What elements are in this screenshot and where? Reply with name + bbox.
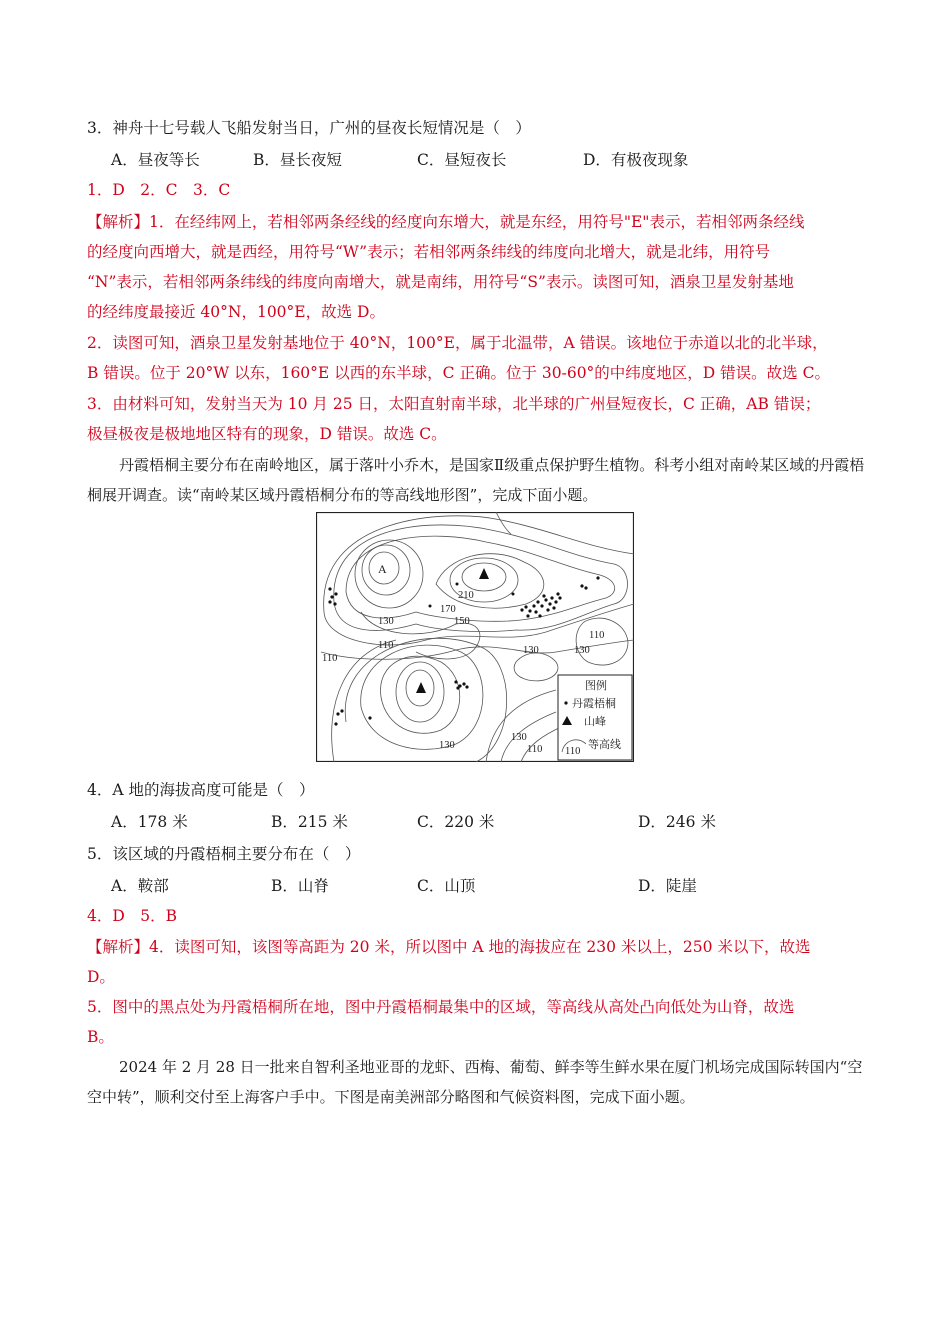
explanation-line: 3．由材料可知，发射当天为 10 月 25 日，太阳直射南半球，北半球的广州昼短夜长，C 正确，AB 错误； (87, 395, 821, 413)
contour-label: 130 (439, 740, 455, 751)
explanation-line: 5．图中的黑点处为丹霞梧桐所在地，图中丹霞梧桐最集中的区域，等高线从高处凸向低处为山脊，故选 (87, 998, 795, 1016)
q3-option-d: D．有极夜现象 (583, 151, 689, 169)
answers-4-5: 4．D 5．B (87, 907, 178, 925)
explanation-line: 的经纬度最接近 40°N，100°E，故选 D。 (87, 303, 385, 321)
map-legend (558, 675, 632, 760)
question-3-stem: 3．神舟十七号载人飞船发射当日，广州的昼夜长短情况是（ ） (87, 119, 531, 137)
contour-label: 130 (511, 732, 527, 743)
contour-label: 130 (523, 645, 539, 656)
explanation-line: “N”表示，若相邻两条纬线的纬度向南增大，就是南纬，用符号“S”表示。读图可知，酒泉卫星发射基地 (87, 273, 794, 291)
point-a-label: A (378, 562, 387, 576)
contour-label: 130 (574, 645, 590, 656)
explanation-line: 【解析】1．在经纬网上，若相邻两条经线的经度向东增大，就是东经，用符号"E"表示，若相邻两条经线 (87, 213, 805, 231)
legend-item-tree: 丹霞梧桐 (572, 697, 616, 710)
q5-option-c: C．山顶 (417, 877, 476, 895)
contour-label: 110 (378, 640, 394, 651)
contour-label: 110 (322, 653, 338, 664)
contour-map (316, 512, 634, 762)
question-5-stem: 5．该区域的丹霞梧桐主要分布在（ ） (87, 845, 361, 863)
material-intro-next: 2024 年 2 月 28 日一批来自智利圣地亚哥的龙虾、西梅、葡萄、鲜李等生鲜水果在厦门机场完成国际转国内“空空中转”，顺利交付至上海客户手中。下图是南美洲部分略图和气候资料图，完成下面小题。 (87, 1058, 863, 1106)
legend-item-contour: 等高线 (588, 738, 621, 751)
explanation-line: 极昼极夜是极地地区特有的现象，D 错误。故选 C。 (87, 425, 447, 443)
q4-option-a: A．178 米 (111, 813, 188, 831)
q4-option-b: B．215 米 (271, 813, 348, 831)
legend-dot-icon (564, 701, 567, 704)
q4-option-d: D．246 米 (638, 813, 716, 831)
explanation-line: 【解析】4．读图可知，该图等高距为 20 米，所以图中 A 地的海拔应在 230 米以上，250 米以下，故选 (87, 938, 811, 956)
contour-label: 150 (454, 616, 470, 627)
q3-option-c: C．昼短夜长 (417, 151, 507, 169)
explanation-line: D。 (87, 968, 115, 986)
legend-title: 图例 (585, 679, 607, 692)
legend-item-peak: 山峰 (584, 715, 606, 728)
contour-label: 170 (440, 604, 456, 615)
contour-label: 130 (378, 616, 394, 627)
explanation-line: B 错误。位于 20°W 以东，160°E 以西的东半球，C 正确。位于 30-60°的中纬度地区，D 错误。故选 C。 (87, 364, 830, 382)
contour-label: 110 (589, 630, 605, 641)
answers-1-3: 1．D 2．C 3．C (87, 181, 231, 199)
explanation-line: 的经度向西增大，就是西经，用符号“W”表示；若相邻两条纬线的纬度向北增大，就是北纬，用符号 (87, 243, 771, 261)
explanation-line: B。 (87, 1028, 114, 1046)
q5-option-b: B．山脊 (271, 877, 329, 895)
contour-label: 110 (527, 744, 543, 755)
material-intro-4-5: 丹霞梧桐主要分布在南岭地区，属于落叶小乔木，是国家Ⅱ级重点保护野生植物。科考小组对南岭某区域的丹霞梧桐展开调查。读“南岭某区域丹霞梧桐分布的等高线地形图”，完成下面小题。 (87, 456, 865, 504)
q3-option-a: A．昼夜等长 (111, 151, 200, 169)
q3-option-b: B．昼长夜短 (253, 151, 342, 169)
q5-option-d: D．陡崖 (638, 877, 697, 895)
question-4-stem: 4．A 地的海拔高度可能是（ ） (87, 781, 315, 799)
contour-label: 210 (458, 590, 474, 601)
legend-contour-value: 110 (565, 746, 581, 757)
explanation-line: 2．读图可知，酒泉卫星发射基地位于 40°N，100°E，属于北温带，A 错误。该地位于赤道以北的北半球， (87, 334, 828, 352)
q5-option-a: A．鞍部 (111, 877, 169, 895)
q4-option-c: C．220 米 (417, 813, 495, 831)
